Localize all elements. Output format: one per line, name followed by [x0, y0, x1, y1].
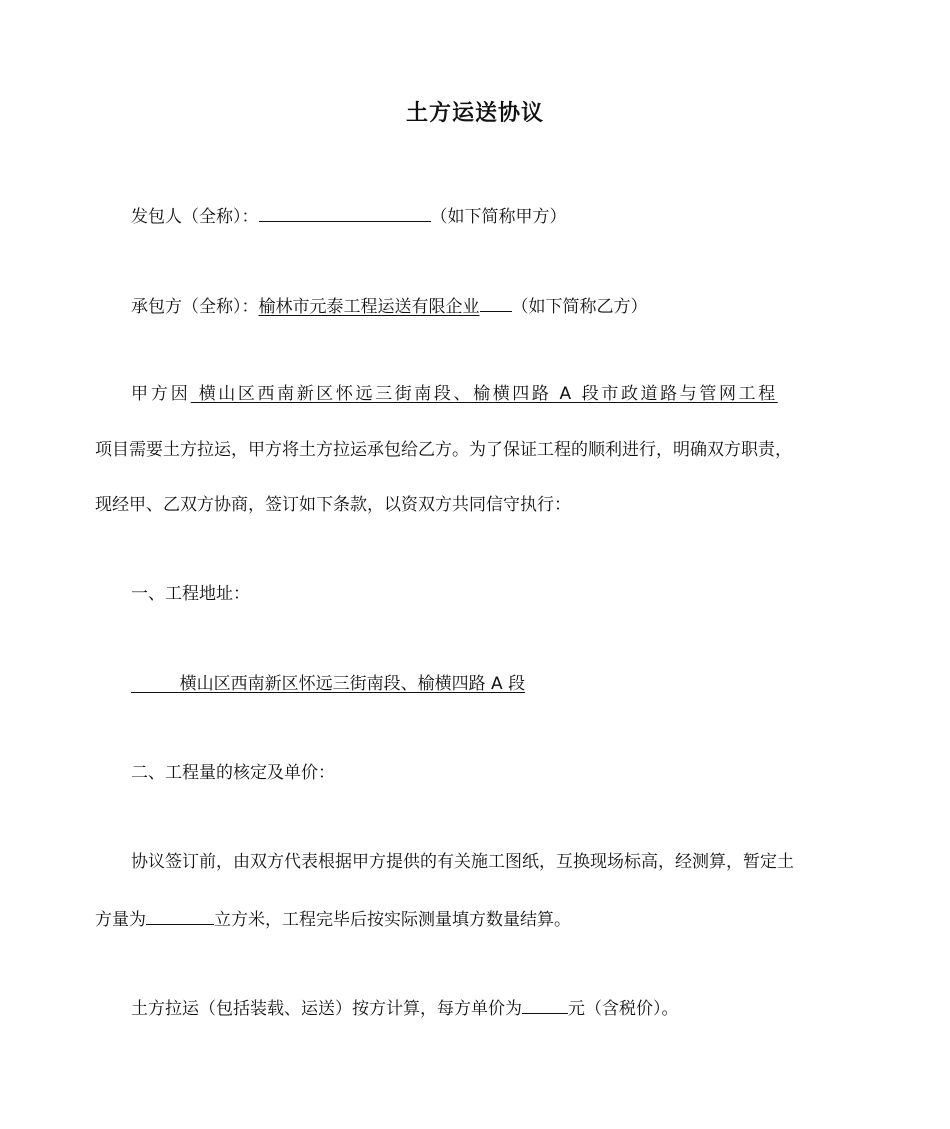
price-blank — [522, 995, 568, 1014]
intro-line-3: 现经甲、乙双方协商，签订如下条款，以资双方共同信守执行： — [95, 495, 571, 515]
section2-para1-line2 — [95, 906, 571, 932]
section1-address-line — [131, 672, 525, 696]
section1-address: 横山区西南新区怀远三街南段、榆横四路 A 段 — [179, 674, 526, 694]
address-leading-blank — [131, 674, 180, 694]
price-prefix: 土方拉运（包括装载、运送）按方计算，每方单价为 — [131, 999, 522, 1019]
price-suffix: 元（含税价）。 — [568, 999, 679, 1019]
volume-prefix: 方量为 — [95, 910, 146, 930]
issuer-label: 发包人（全称）： — [131, 207, 259, 227]
document-title: 土方运送协议 — [405, 101, 544, 126]
intro-project: 横山区西南新区怀远三街南段、榆横四路 A 段市政道路与管网工程 — [190, 384, 778, 404]
issuer-suffix: （如下简称甲方） — [430, 207, 567, 227]
volume-blank — [146, 906, 214, 925]
contractor-name: 榆林市元泰工程运送有限企业 — [258, 297, 480, 317]
contractor-suffix: （如下简称乙方） — [511, 297, 648, 317]
contractor-line — [131, 293, 648, 319]
intro-prefix: 甲方因 — [131, 384, 191, 404]
volume-suffix: 立方米，工程完毕后按实际测量填方数量结算。 — [214, 910, 571, 930]
contractor-blank — [480, 293, 512, 312]
intro-line-2: 项目需要土方拉运，甲方将土方拉运承包给乙方。为了保证工程的顺利进行，明确双方职责， — [95, 440, 792, 460]
section1-heading: 一、工程地址： — [131, 584, 250, 604]
section2-para2 — [131, 995, 679, 1021]
issuer-blank — [259, 203, 431, 222]
intro-line-1 — [131, 382, 778, 406]
section2-heading: 二、工程量的核定及单价： — [131, 763, 335, 783]
section2-para1-line1: 协议签订前，由双方代表根据甲方提供的有关施工图纸，互换现场标高，经测算，暂定土 — [131, 852, 794, 872]
issuer-line — [131, 203, 567, 229]
contractor-label: 承包方（全称）： — [131, 297, 259, 317]
